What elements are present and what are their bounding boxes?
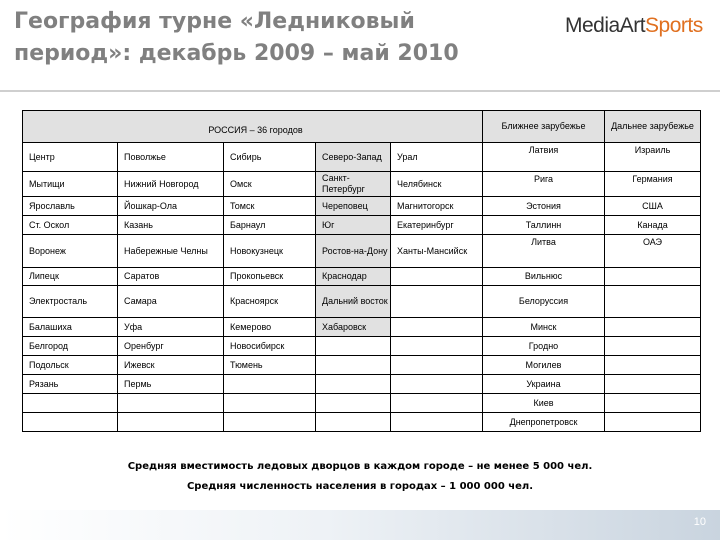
cell-near: Вильнюс [483,268,605,286]
cell-c1: Электросталь [23,286,118,318]
cell-c2: Уфа [118,318,224,337]
cell-c1: Ст. Оскол [23,216,118,235]
capacity-note: Средняя вместимость ледовых дворцов в каждом городе – не менее 5 000 чел. [127,461,593,472]
cell-far: ОАЭ [605,235,701,268]
cell-c4: Череповец [316,197,391,216]
cell-c4 [316,337,391,356]
cell-c2: Ижевск [118,356,224,375]
cell-c1: Мытищи [23,172,118,197]
cell-far [605,413,701,432]
table-row [23,235,701,268]
tour-cities-table [22,110,701,432]
page-number: 10 [693,516,706,528]
cell-c3: Новосибирск [224,337,316,356]
cell-c1: Воронеж [23,235,118,268]
cell-near: Могилев [483,356,605,375]
cell-near: Минск [483,318,605,337]
cell-far [605,394,701,413]
table-row [23,375,701,394]
cell-c3: Омск [224,172,316,197]
cell-near: Эстония [483,197,605,216]
table-row [23,413,701,432]
slide-title: География турне «Ледниковый период»: декабрь 2009 – май 2010 [14,9,459,66]
cell-near: Украина [483,375,605,394]
cell-far: США [605,197,701,216]
population-note: Средняя численность населения в городах – 1 000 000 чел. [186,481,534,492]
cell-c3: Барнаул [224,216,316,235]
far-abroad-header: Дальнее зарубежье [605,111,701,143]
cell-c2 [118,394,224,413]
cell-c5 [391,337,483,356]
table-row [23,172,701,197]
cell-c3: Прокопьевск [224,268,316,286]
cell-c4 [316,394,391,413]
cell-near: Днепропетровск [483,413,605,432]
cell-c5 [391,356,483,375]
near-abroad-header: Ближнее зарубежье [483,111,605,143]
cell-c2 [118,413,224,432]
cell-c3 [224,375,316,394]
cell-far: Израиль [605,143,701,172]
cell-c5: Челябинск [391,172,483,197]
cell-c2: Йошкар-Ола [118,197,224,216]
cell-c5 [391,318,483,337]
title-divider [0,90,720,92]
table-row [23,356,701,375]
cell-c5 [391,268,483,286]
cell-far: Германия [605,172,701,197]
cell-far [605,375,701,394]
cell-c4: Санкт-Петербург [316,172,391,197]
cell-c2: Набережные Челны [118,235,224,268]
logo-part-sports: Sports [645,14,703,37]
russia-header: РОССИЯ – 36 городов [23,111,483,143]
table-row [23,337,701,356]
cell-far [605,356,701,375]
cell-far [605,318,701,337]
cell-c4: Северо-Запад [316,143,391,172]
cell-c1: Рязань [23,375,118,394]
cell-c2: Казань [118,216,224,235]
cell-c1: Подольск [23,356,118,375]
cell-c1 [23,394,118,413]
cell-near: Литва [483,235,605,268]
cell-c4 [316,356,391,375]
cell-c1: Центр [23,143,118,172]
cell-c4: Краснодар [316,268,391,286]
cell-c4: Дальний восток [316,286,391,318]
cell-c3 [224,413,316,432]
cell-c5: Урал [391,143,483,172]
cell-c3: Кемерово [224,318,316,337]
cell-near: Гродно [483,337,605,356]
cell-c3 [224,394,316,413]
cell-c1: Ярославль [23,197,118,216]
cell-c2: Саратов [118,268,224,286]
cell-c5: Ханты-Мансийск [391,235,483,268]
cell-c4: Ростов-на-Дону [316,235,391,268]
cell-c4: Юг [316,216,391,235]
cell-c2: Поволжье [118,143,224,172]
cell-c3: Томск [224,197,316,216]
media-art-sports-logo [565,14,703,38]
cell-c3: Новокузнецк [224,235,316,268]
cell-c4 [316,413,391,432]
cell-c2: Нижний Новгород [118,172,224,197]
logo-part-media: Media [565,14,620,37]
table-row [23,143,701,172]
cell-c5: Магнитогорск [391,197,483,216]
cell-c5 [391,413,483,432]
cell-far: Канада [605,216,701,235]
cell-near: Белоруссия [483,286,605,318]
table-row [23,394,701,413]
logo-part-art: Art [619,14,646,37]
cell-c1 [23,413,118,432]
table-row [23,216,701,235]
cell-near: Рига [483,172,605,197]
cell-c3: Красноярск [224,286,316,318]
cell-c1: Липецк [23,268,118,286]
cell-c1: Белгород [23,337,118,356]
cell-c5: Екатеринбург [391,216,483,235]
footer-bar [0,510,720,540]
cell-near: Таллинн [483,216,605,235]
cell-c4 [316,375,391,394]
cell-far [605,286,701,318]
cell-c3: Сибирь [224,143,316,172]
cell-c2: Пермь [118,375,224,394]
cell-c5 [391,375,483,394]
cell-c3: Тюмень [224,356,316,375]
cell-c1: Балашиха [23,318,118,337]
cell-c5 [391,394,483,413]
cell-far [605,337,701,356]
cell-c5 [391,286,483,318]
table-row [23,197,701,216]
cell-c2: Самара [118,286,224,318]
cell-near: Латвия [483,143,605,172]
cell-far [605,268,701,286]
cell-c2: Оренбург [118,337,224,356]
table-header-row [23,111,701,143]
table-row [23,268,701,286]
table-row [23,286,701,318]
table-row [23,318,701,337]
cell-c4: Хабаровск [316,318,391,337]
cell-near: Киев [483,394,605,413]
